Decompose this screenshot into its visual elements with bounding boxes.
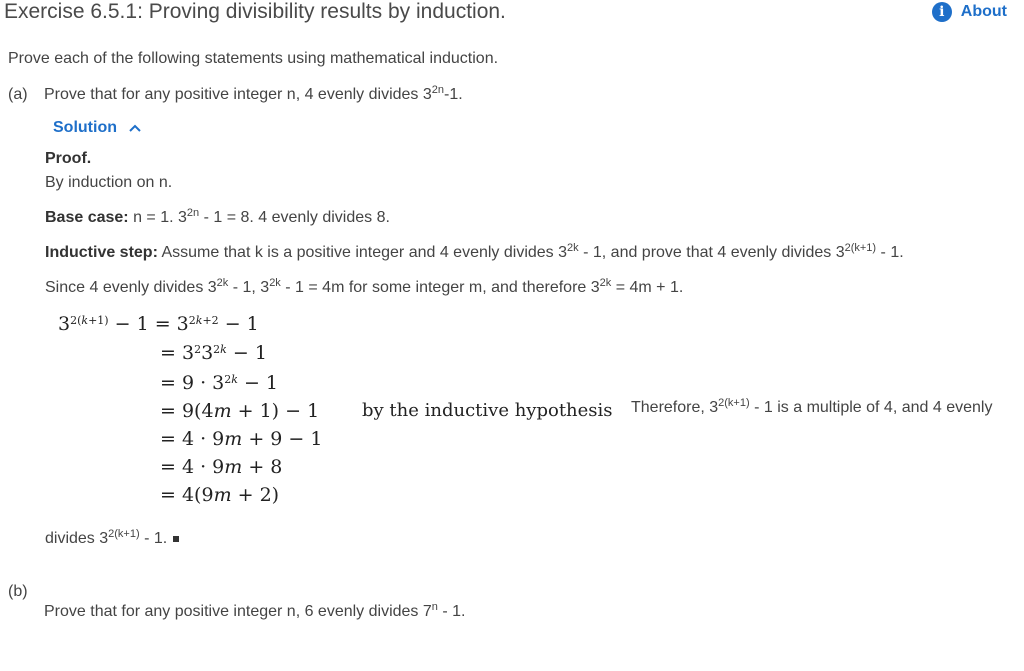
solution-toggle[interactable] — [53, 119, 141, 137]
equation-line: = 9(4m + 1) − 1 — [160, 400, 320, 422]
part-a-statement: Prove that for any positive integer n, 4 evenly divides $3^{2n}-1$. — [44, 84, 463, 103]
about-label: About — [960, 3, 1007, 20]
divides-statement: divides $3^{2(k+1)} - 1$. — [45, 530, 179, 548]
page-title: Exercise 6.5.1: Proving divisibility results by induction. — [4, 0, 506, 23]
part-b-statement: Prove that for any positive integer n, 6 evenly divides 7$^n$ - 1. — [44, 601, 466, 620]
info-icon: i — [932, 2, 952, 22]
part-a-label: (a) — [8, 86, 28, 103]
inductive-step: Inductive step: Assume that k is a positive integer and 4 evenly divides $3^{2k} - 1$, and prove that 4 evenly divides $3^{2(k+1)} - 1$. — [45, 242, 904, 261]
therefore-statement: Therefore, $3^{2(k+1)} - 1$ is a multiple of 4, and 4 evenly — [631, 397, 993, 416]
base-case: Base case: n = 1. $3^{2n} - 1 = 8$. 4 evenly divides 8. — [45, 207, 390, 226]
equation-line: = 4 · 9m + 8 — [160, 456, 283, 478]
equation-line: = 4(9m + 2) — [160, 484, 280, 506]
equation-line: = 4 · 9m + 9 − 1 — [160, 428, 323, 450]
equation-line: = $3^23^{2k} - 1$ — [160, 342, 267, 364]
hypothesis-note: by the inductive hypothesis — [362, 400, 613, 421]
about-button[interactable] — [932, 2, 1007, 22]
equation-line: = $9 \cdot 3^{2k} - 1$ — [160, 372, 279, 394]
since-statement: Since 4 evenly divides $3^{2k} - 1$, $3^{2k} - 1 = 4m$ for some integer m, and therefore $3^{2k} = 4m + 1$. — [45, 277, 684, 296]
solution-label: Solution — [53, 119, 117, 136]
proof-heading: Proof. — [45, 150, 92, 167]
proof-intro: By induction on n. — [45, 174, 173, 191]
qed-icon — [173, 536, 179, 542]
chevron-up-icon — [129, 124, 141, 132]
part-b-label: (b) — [8, 583, 28, 600]
equation-line: $3^{2(k+1)} - 1 = 3^{2k+2} - 1$ — [58, 313, 259, 335]
intro-text: Prove each of the following statements using mathematical induction. — [8, 50, 499, 67]
